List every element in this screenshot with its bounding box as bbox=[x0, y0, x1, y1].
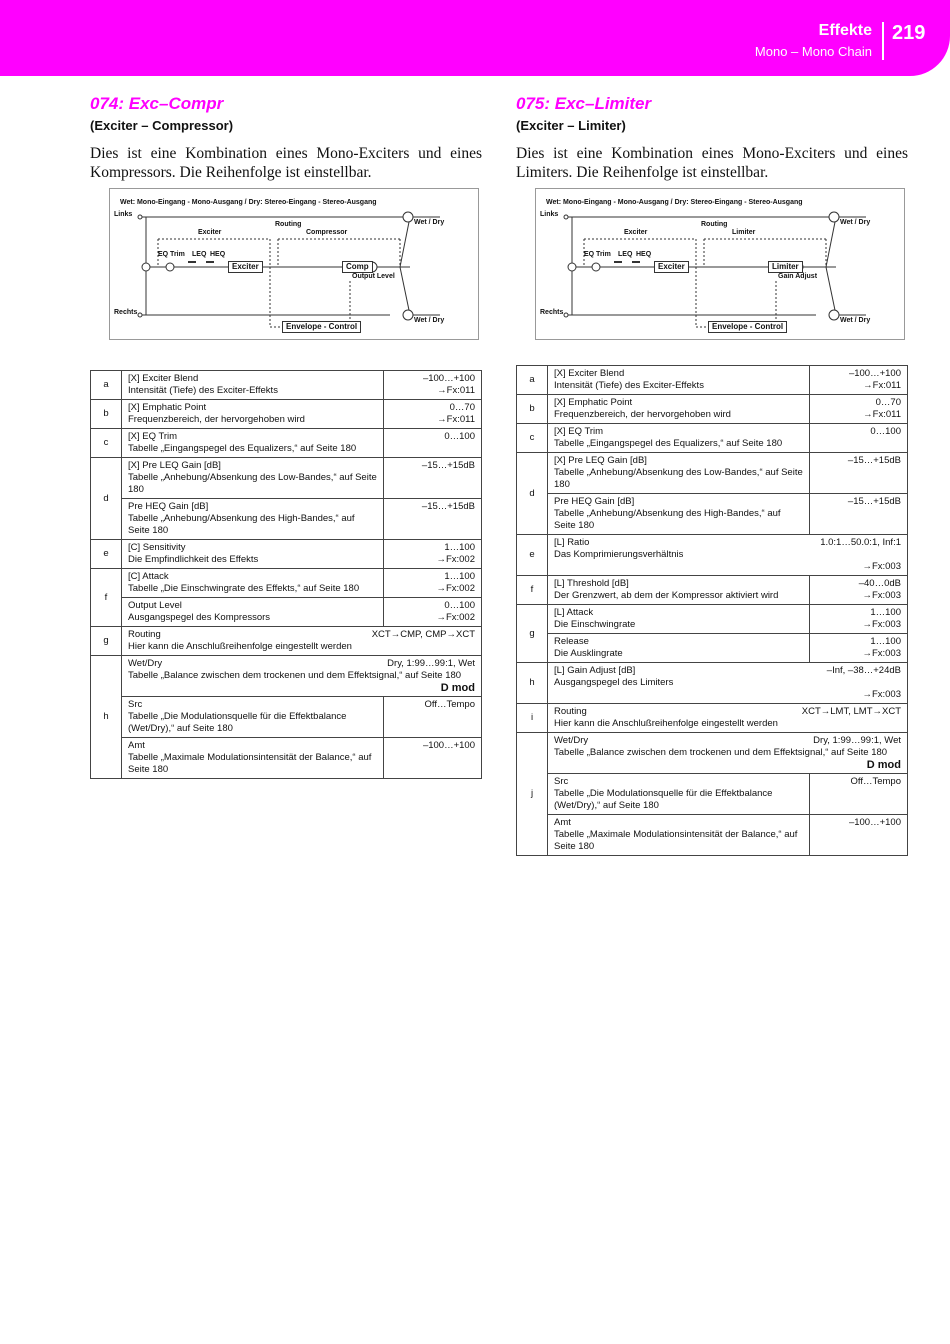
param-name: Wet/Dry bbox=[554, 735, 589, 746]
param-desc: Ausgangspegel des Kompressors bbox=[128, 612, 271, 623]
range-cell bbox=[384, 371, 482, 400]
param-desc: Tabelle „Anhebung/Absenkung des Low-Bandes,“ auf Seite 180 bbox=[554, 467, 803, 490]
table-row bbox=[91, 569, 482, 598]
param-range: Dry, 1:99…99:1, Wet bbox=[813, 735, 901, 746]
wetdry-top-label: Wet / Dry bbox=[414, 219, 445, 226]
leq-label: LEQ bbox=[618, 251, 633, 258]
param-cell bbox=[122, 540, 384, 569]
param-fx: →Fx:003 bbox=[862, 648, 901, 659]
table-row bbox=[91, 499, 482, 540]
row-letter: d bbox=[91, 458, 122, 540]
diagram-io-label: Wet: Mono-Eingang - Mono-Ausgang / Dry: Stereo-Eingang - Stereo-Ausgang bbox=[120, 199, 377, 206]
range-cell bbox=[810, 774, 908, 815]
param-range: –15…+15dB bbox=[421, 460, 475, 471]
range-cell bbox=[384, 738, 482, 779]
param-header-line bbox=[128, 629, 475, 641]
dmod-icon: D mod bbox=[440, 682, 475, 694]
row-letter: h bbox=[517, 663, 548, 704]
param-desc: Tabelle „Eingangspegel des Equalizers,“ auf Seite 180 bbox=[128, 443, 357, 454]
envelope-control-block: Envelope - Control bbox=[282, 321, 361, 333]
table-row bbox=[517, 634, 908, 663]
param-cell bbox=[548, 733, 908, 774]
param-desc: Tabelle „Die Einschwingrate des Effekts,“ auf Seite 180 bbox=[128, 583, 360, 594]
param-cell bbox=[122, 569, 384, 598]
param-name: [X] Emphatic Point bbox=[128, 402, 207, 413]
param-header-line bbox=[554, 537, 901, 549]
param-cell bbox=[122, 656, 482, 697]
range-cell bbox=[384, 458, 482, 499]
table-row bbox=[517, 424, 908, 453]
row-letter: g bbox=[91, 627, 122, 656]
param-cell bbox=[122, 458, 384, 499]
range-cell bbox=[384, 499, 482, 540]
block2-label: Compressor bbox=[306, 229, 348, 236]
table-row bbox=[517, 576, 908, 605]
param-desc: Tabelle „Balance zwischen dem trockenen und dem Effektsignal,“ auf Seite 180 bbox=[554, 747, 888, 758]
param-range: 1…100 bbox=[444, 542, 475, 553]
table-row bbox=[517, 815, 908, 856]
param-range: 0…70 bbox=[449, 402, 475, 413]
param-fx: →Fx:003 bbox=[862, 619, 901, 630]
range-cell bbox=[810, 634, 908, 663]
param-cell bbox=[122, 738, 384, 779]
param-desc: Tabelle „Maximale Modulationsintensität der Balance,“ auf Seite 180 bbox=[128, 752, 372, 775]
signal-flow-diagram bbox=[535, 188, 905, 340]
param-name: [X] EQ Trim bbox=[128, 431, 178, 442]
param-name: Output Level bbox=[128, 600, 182, 611]
range-cell bbox=[384, 598, 482, 627]
param-desc: Die Ausklingrate bbox=[554, 648, 623, 659]
wetdry-knob-icon bbox=[403, 310, 413, 320]
param-cell bbox=[122, 697, 384, 738]
row-letter: a bbox=[517, 366, 548, 395]
dmod-icon: D mod bbox=[866, 759, 901, 771]
param-cell bbox=[548, 366, 810, 395]
table-row bbox=[517, 535, 908, 576]
param-range: –40…0dB bbox=[858, 578, 901, 589]
row-letter: f bbox=[517, 576, 548, 605]
param-cell bbox=[122, 598, 384, 627]
block2-label: Limiter bbox=[732, 229, 756, 236]
param-cell bbox=[122, 627, 482, 656]
row-letter: i bbox=[517, 704, 548, 733]
param-range: 1…100 bbox=[870, 636, 901, 647]
block1-label: Exciter bbox=[624, 229, 648, 236]
param-range: 0…100 bbox=[444, 600, 475, 611]
header-subtitle: Mono – Mono Chain bbox=[754, 44, 872, 59]
param-header-line bbox=[554, 735, 901, 747]
input-junction-icon bbox=[568, 263, 576, 271]
range-cell bbox=[810, 605, 908, 634]
param-name: Wet/Dry bbox=[128, 658, 163, 669]
param-desc: Ausgangspegel des Limiters bbox=[554, 677, 674, 688]
table-row bbox=[91, 656, 482, 697]
table-row bbox=[517, 663, 908, 704]
channel-links-label: Links bbox=[114, 211, 133, 218]
param-name: [X] EQ Trim bbox=[554, 426, 604, 437]
box2-block: Comp bbox=[342, 261, 373, 273]
table-row bbox=[91, 458, 482, 499]
param-name: Src bbox=[128, 699, 143, 710]
param-fx: →Fx:003 bbox=[862, 689, 901, 700]
param-desc: Tabelle „Balance zwischen dem trockenen und dem Effektsignal,“ auf Seite 180 bbox=[128, 670, 462, 681]
table-row bbox=[517, 395, 908, 424]
input-right-icon bbox=[138, 313, 142, 317]
param-range: –15…+15dB bbox=[847, 455, 901, 466]
leq-label: LEQ bbox=[192, 251, 207, 258]
row-letter: b bbox=[517, 395, 548, 424]
page-header bbox=[0, 0, 950, 76]
box1-block: Exciter bbox=[654, 261, 689, 273]
param-name: [X] Pre LEQ Gain [dB] bbox=[128, 460, 221, 471]
param-range: –100…+100 bbox=[422, 373, 475, 384]
param-fx: →Fx:003 bbox=[862, 561, 901, 572]
signal-line bbox=[400, 267, 410, 315]
heq-filter-icon bbox=[206, 261, 214, 263]
wetdry-knob-icon bbox=[829, 310, 839, 320]
param-name: [L] Attack bbox=[554, 607, 594, 618]
param-desc: Tabelle „Die Modulationsquelle für die Effektbalance (Wet/Dry),“ auf Seite 180 bbox=[554, 788, 773, 811]
signal-flow-diagram bbox=[109, 188, 479, 340]
row-letter: e bbox=[91, 540, 122, 569]
param-cell bbox=[122, 371, 384, 400]
param-desc: Frequenzbereich, der hervorgehoben wird bbox=[554, 409, 731, 420]
envelope-control-block: Envelope - Control bbox=[708, 321, 787, 333]
param-range: 1.0:1…50.0:1, Inf:1 bbox=[820, 537, 901, 548]
param-cell bbox=[122, 400, 384, 429]
table-row bbox=[91, 697, 482, 738]
eq-trim-label: EQ Trim bbox=[158, 251, 185, 258]
header-divider bbox=[882, 22, 884, 60]
row-letter: f bbox=[91, 569, 122, 627]
range-cell bbox=[810, 424, 908, 453]
param-desc: Tabelle „Maximale Modulationsintensität der Balance,“ auf Seite 180 bbox=[554, 829, 798, 852]
diagram-io-label: Wet: Mono-Eingang - Mono-Ausgang / Dry: Stereo-Eingang - Stereo-Ausgang bbox=[546, 199, 803, 206]
param-cell bbox=[548, 634, 810, 663]
box2-block: Limiter bbox=[768, 261, 803, 273]
table-row bbox=[517, 733, 908, 774]
param-name: Routing bbox=[554, 706, 587, 717]
range-cell bbox=[384, 569, 482, 598]
row-letter: h bbox=[91, 656, 122, 779]
param-cell bbox=[548, 704, 908, 733]
param-name: Pre HEQ Gain [dB] bbox=[128, 501, 209, 512]
wetdry-knob-icon bbox=[829, 212, 839, 222]
table-row bbox=[91, 627, 482, 656]
param-fx: →Fx:011 bbox=[863, 409, 901, 420]
range-cell bbox=[810, 576, 908, 605]
param-cell bbox=[548, 535, 908, 576]
table-row bbox=[517, 453, 908, 494]
header-title: Effekte bbox=[818, 22, 872, 39]
table-row bbox=[91, 738, 482, 779]
param-name: [L] Threshold [dB] bbox=[554, 578, 629, 589]
param-fx: →Fx:002 bbox=[436, 612, 475, 623]
param-name: Src bbox=[554, 776, 569, 787]
param-name: [X] Exciter Blend bbox=[554, 368, 625, 379]
param-name: [C] Sensitivity bbox=[128, 542, 186, 553]
param-desc: Tabelle „Eingangspegel des Equalizers,“ auf Seite 180 bbox=[554, 438, 783, 449]
channel-rechts-label: Rechts bbox=[114, 309, 138, 316]
param-desc: Tabelle „Anhebung/Absenkung des High-Bandes,“ auf Seite 180 bbox=[554, 508, 781, 531]
heq-label: HEQ bbox=[210, 251, 226, 258]
param-name: Routing bbox=[128, 629, 161, 640]
param-name: Amt bbox=[128, 740, 145, 751]
row-letter: j bbox=[517, 733, 548, 856]
param-fx: →Fx:011 bbox=[437, 385, 475, 396]
param-range: XCT→CMP, CMP→XCT bbox=[371, 629, 475, 640]
param-name: Amt bbox=[554, 817, 571, 828]
param-range: –100…+100 bbox=[848, 817, 901, 828]
range-cell bbox=[810, 366, 908, 395]
param-name: [X] Emphatic Point bbox=[554, 397, 633, 408]
param-cell bbox=[548, 494, 810, 535]
param-cell bbox=[122, 429, 384, 458]
section-exc-limiter bbox=[516, 94, 908, 856]
param-name: [C] Attack bbox=[128, 571, 169, 582]
channel-rechts-label: Rechts bbox=[540, 309, 564, 316]
table-row bbox=[91, 598, 482, 627]
param-cell bbox=[548, 815, 810, 856]
param-range: 1…100 bbox=[444, 571, 475, 582]
parameter-table bbox=[90, 370, 482, 779]
param-desc: Tabelle „Die Modulationsquelle für die Effektbalance (Wet/Dry),“ auf Seite 180 bbox=[128, 711, 347, 734]
param-header-line bbox=[554, 665, 901, 677]
param-desc: Das Komprimierungsverhältnis bbox=[554, 549, 684, 560]
block1-label: Exciter bbox=[198, 229, 222, 236]
param-desc: Intensität (Tiefe) des Exciter-Effekts bbox=[554, 380, 704, 391]
range-cell bbox=[810, 494, 908, 535]
param-name: [X] Exciter Blend bbox=[128, 373, 199, 384]
param-desc: Die Einschwingrate bbox=[554, 619, 636, 630]
table-row bbox=[517, 366, 908, 395]
param-range: –15…+15dB bbox=[421, 501, 475, 512]
eq-trim-knob-icon bbox=[592, 263, 600, 271]
box1-block: Exciter bbox=[228, 261, 263, 273]
table-row bbox=[517, 774, 908, 815]
section-title: 074: Exc–Compr bbox=[90, 94, 224, 113]
level-label: Gain Adjust bbox=[778, 273, 818, 280]
param-range: –15…+15dB bbox=[847, 496, 901, 507]
signal-line bbox=[826, 217, 836, 267]
section-description: Dies ist eine Kombination eines Mono-Exciters und eines Limiters. Die Reihenfolge ist einstellbar. bbox=[516, 145, 908, 181]
table-row bbox=[91, 429, 482, 458]
signal-line bbox=[400, 217, 410, 267]
input-junction-icon bbox=[142, 263, 150, 271]
section-subtitle: (Exciter – Compressor) bbox=[90, 118, 234, 133]
routing-label: Routing bbox=[701, 221, 728, 228]
param-cell bbox=[548, 424, 810, 453]
param-range: Dry, 1:99…99:1, Wet bbox=[387, 658, 475, 669]
param-desc: Intensität (Tiefe) des Exciter-Effekts bbox=[128, 385, 278, 396]
range-cell bbox=[810, 453, 908, 494]
section-title: 075: Exc–Limiter bbox=[516, 94, 652, 113]
range-cell bbox=[384, 540, 482, 569]
eq-trim-knob-icon bbox=[166, 263, 174, 271]
table-row bbox=[91, 400, 482, 429]
input-left-icon bbox=[564, 215, 568, 219]
page-number: 219 bbox=[892, 22, 926, 44]
param-cell bbox=[122, 499, 384, 540]
param-range: 1…100 bbox=[870, 607, 901, 618]
table-row bbox=[517, 704, 908, 733]
section-description: Dies ist eine Kombination eines Mono-Exciters und eines Kompressors. Die Reihenfolge ist einstellbar. bbox=[90, 145, 482, 181]
param-header-line bbox=[128, 658, 475, 670]
param-range: Off…Tempo bbox=[850, 776, 901, 787]
input-left-icon bbox=[138, 215, 142, 219]
table-row bbox=[91, 540, 482, 569]
row-letter: b bbox=[91, 400, 122, 429]
param-desc: Hier kann die Anschlußreihenfolge eingestellt werden bbox=[128, 641, 352, 652]
param-range: –100…+100 bbox=[422, 740, 475, 751]
param-name: [L] Gain Adjust [dB] bbox=[554, 665, 636, 676]
param-fx: →Fx:002 bbox=[436, 583, 475, 594]
param-cell bbox=[548, 395, 810, 424]
range-cell bbox=[810, 395, 908, 424]
wetdry-knob-icon bbox=[403, 212, 413, 222]
row-letter: e bbox=[517, 535, 548, 576]
param-name: [L] Ratio bbox=[554, 537, 590, 548]
range-cell bbox=[810, 815, 908, 856]
table-row bbox=[517, 605, 908, 634]
param-desc: Die Empfindlichkeit des Effekts bbox=[128, 554, 259, 565]
param-range: –Inf, –38…+24dB bbox=[826, 665, 901, 676]
param-fx: →Fx:011 bbox=[863, 380, 901, 391]
param-name: Pre HEQ Gain [dB] bbox=[554, 496, 635, 507]
channel-links-label: Links bbox=[540, 211, 559, 218]
param-cell bbox=[548, 663, 908, 704]
row-letter: c bbox=[517, 424, 548, 453]
param-desc: Tabelle „Anhebung/Absenkung des High-Bandes,“ auf Seite 180 bbox=[128, 513, 355, 536]
routing-label: Routing bbox=[275, 221, 302, 228]
row-letter: d bbox=[517, 453, 548, 535]
leq-filter-icon bbox=[614, 261, 622, 263]
wetdry-bottom-label: Wet / Dry bbox=[840, 317, 871, 324]
input-right-icon bbox=[564, 313, 568, 317]
param-header-line bbox=[554, 706, 901, 718]
param-fx: →Fx:011 bbox=[437, 414, 475, 425]
row-letter: a bbox=[91, 371, 122, 400]
param-desc: Der Grenzwert, ab dem der Kompressor aktiviert wird bbox=[554, 590, 779, 601]
table-row bbox=[91, 371, 482, 400]
param-name: Release bbox=[554, 636, 589, 647]
wetdry-top-label: Wet / Dry bbox=[840, 219, 871, 226]
param-cell bbox=[548, 453, 810, 494]
eq-trim-label: EQ Trim bbox=[584, 251, 611, 258]
param-name: [X] Pre LEQ Gain [dB] bbox=[554, 455, 647, 466]
param-range: 0…100 bbox=[870, 426, 901, 437]
section-subtitle: (Exciter – Limiter) bbox=[516, 118, 626, 133]
param-desc: Hier kann die Anschlußreihenfolge eingestellt werden bbox=[554, 718, 778, 729]
param-cell bbox=[548, 774, 810, 815]
row-letter: c bbox=[91, 429, 122, 458]
param-fx: →Fx:003 bbox=[862, 590, 901, 601]
signal-line bbox=[826, 267, 836, 315]
range-cell bbox=[384, 400, 482, 429]
param-range: Off…Tempo bbox=[424, 699, 475, 710]
wetdry-bottom-label: Wet / Dry bbox=[414, 317, 445, 324]
section-exc-compr bbox=[90, 94, 482, 779]
param-cell bbox=[548, 576, 810, 605]
param-range: 0…70 bbox=[875, 397, 901, 408]
level-label: Output Level bbox=[352, 273, 395, 280]
range-cell bbox=[384, 697, 482, 738]
heq-label: HEQ bbox=[636, 251, 652, 258]
leq-filter-icon bbox=[188, 261, 196, 263]
parameter-table bbox=[516, 365, 908, 856]
param-range: XCT→LMT, LMT→XCT bbox=[801, 706, 901, 717]
range-cell bbox=[384, 429, 482, 458]
param-desc: Frequenzbereich, der hervorgehoben wird bbox=[128, 414, 305, 425]
param-range: 0…100 bbox=[444, 431, 475, 442]
heq-filter-icon bbox=[632, 261, 640, 263]
param-desc: Tabelle „Anhebung/Absenkung des Low-Bandes,“ auf Seite 180 bbox=[128, 472, 377, 495]
param-range: –100…+100 bbox=[848, 368, 901, 379]
row-letter: g bbox=[517, 605, 548, 663]
param-cell bbox=[548, 605, 810, 634]
param-fx: →Fx:002 bbox=[436, 554, 475, 565]
table-row bbox=[517, 494, 908, 535]
